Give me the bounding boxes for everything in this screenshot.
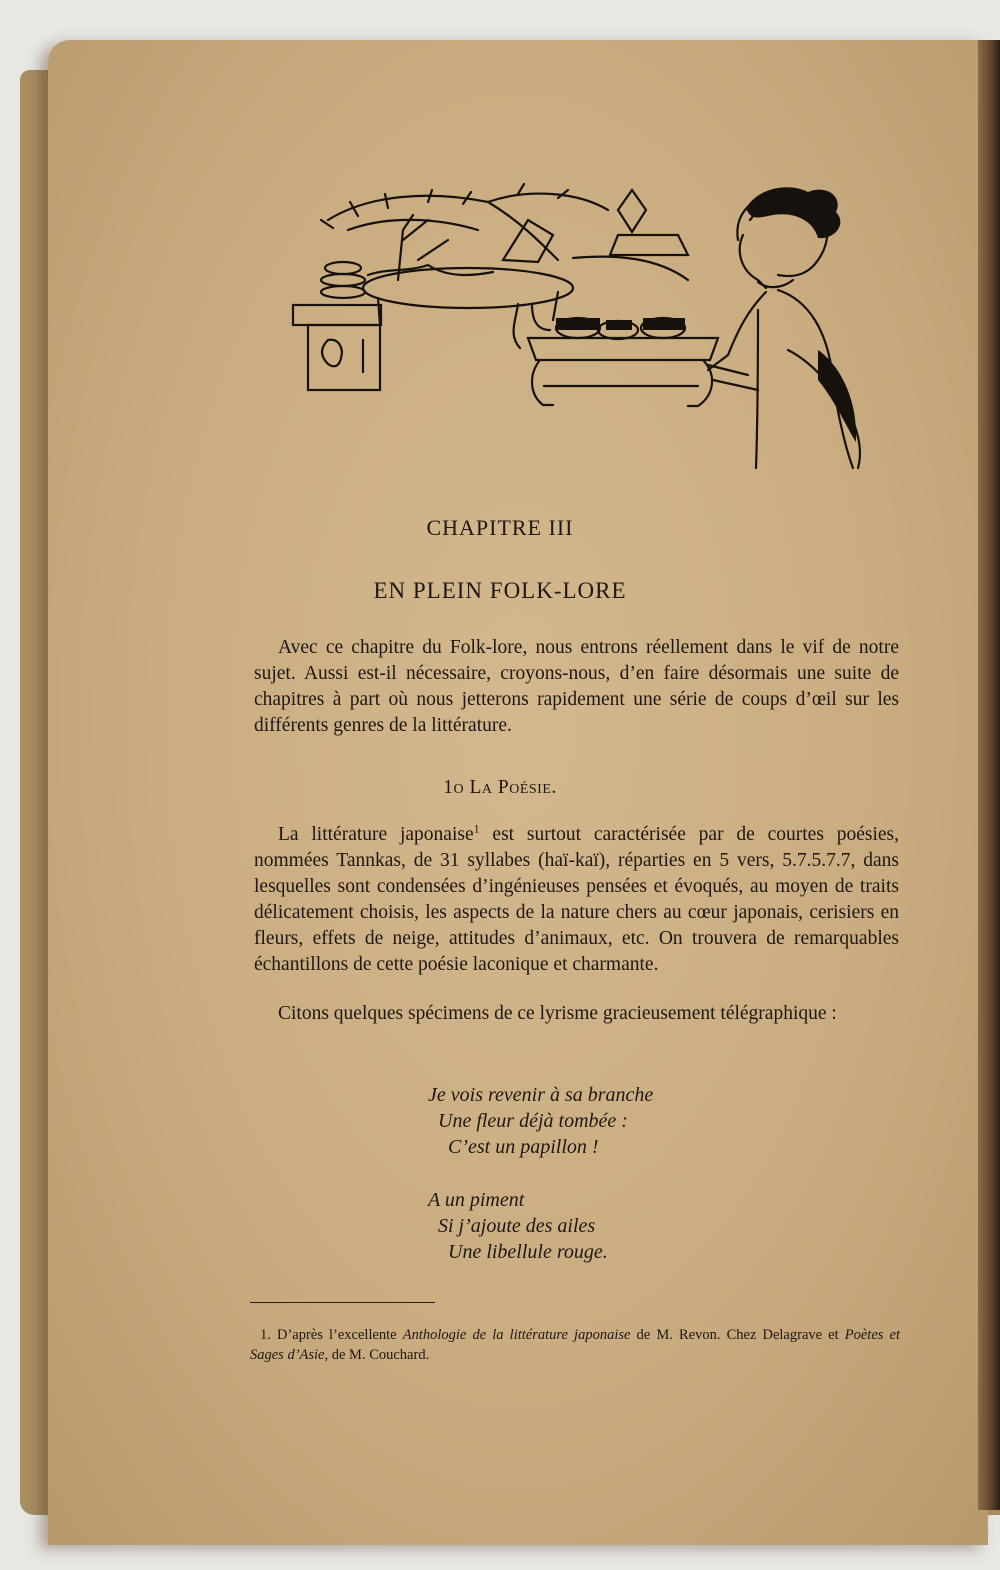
paragraph-intro: Avec ce chapitre du Folk-lore, nous entrons réellement dans le vif de notre sujet. Aussi est-il nécessaire, croyons-nous, d’en faire désormais une suite de chapitres à part où nous jetterons rapidement une série de coups d’œil sur les différents genres de la littérature. [254,637,899,736]
poem-line: Je vois revenir à sa branche [428,1084,654,1106]
poem-dragonfly [428,1187,608,1265]
japanese-woman-illustration [288,180,863,470]
footnote-text: , de M. Couchard. [324,1347,430,1363]
chapter-title: EN PLEIN FOLK-LORE [373,578,627,603]
book-spine-shadow [978,40,1000,1510]
chapter-label: CHAPITRE III [426,515,574,540]
footnote-text: de M. Revon. Chez Delagrave et [630,1327,845,1343]
footnote-text: D’après l’excellente [270,1327,403,1343]
footnote-reference: 1 [473,821,480,836]
poem-line: Une libellule rouge. [428,1241,608,1263]
paragraph-poetry-start: La littérature japonaise [278,824,474,845]
poem-line: A un piment [428,1189,525,1211]
poem-line: Une fleur déjà tombée : [428,1110,628,1132]
poem-butterfly [428,1082,653,1160]
paragraph-poetry [254,822,899,978]
footnote-divider [250,1302,435,1303]
footnote-book-title: Poètes et Sages d’Asie [250,1327,900,1363]
paragraph-citons: Citons quelques spécimens de ce lyrisme gracieusement télégraphique : [278,1003,837,1024]
footnote [250,1325,900,1365]
poem-line: Si j’ajoute des ailes [428,1215,596,1237]
footnote-number: 1. [260,1327,271,1343]
poem-line: C’est un papillon ! [428,1136,599,1158]
paragraph-poetry-rest: est surtout caractérisée par de courtes poésies, nommées Tannkas, de 31 syllabes (haï-kaï), réparties en 5 vers, 5.7.5.7.7, dans lesquelles sont condensées d’ingénieuses pensées et évoqués, au moyen de traits délicatement choisis, les aspects de la nature chers au cœur japonais, cerisiers en fleurs, effets de neige, attitudes d’animaux, etc. On trouvera de remarquables échantillons de cette poésie laconique et charmante. [254,824,899,975]
footnote-book-title: Anthologie de la littérature japonaise [402,1327,631,1343]
section-heading: 1o La Poésie. [443,777,557,798]
